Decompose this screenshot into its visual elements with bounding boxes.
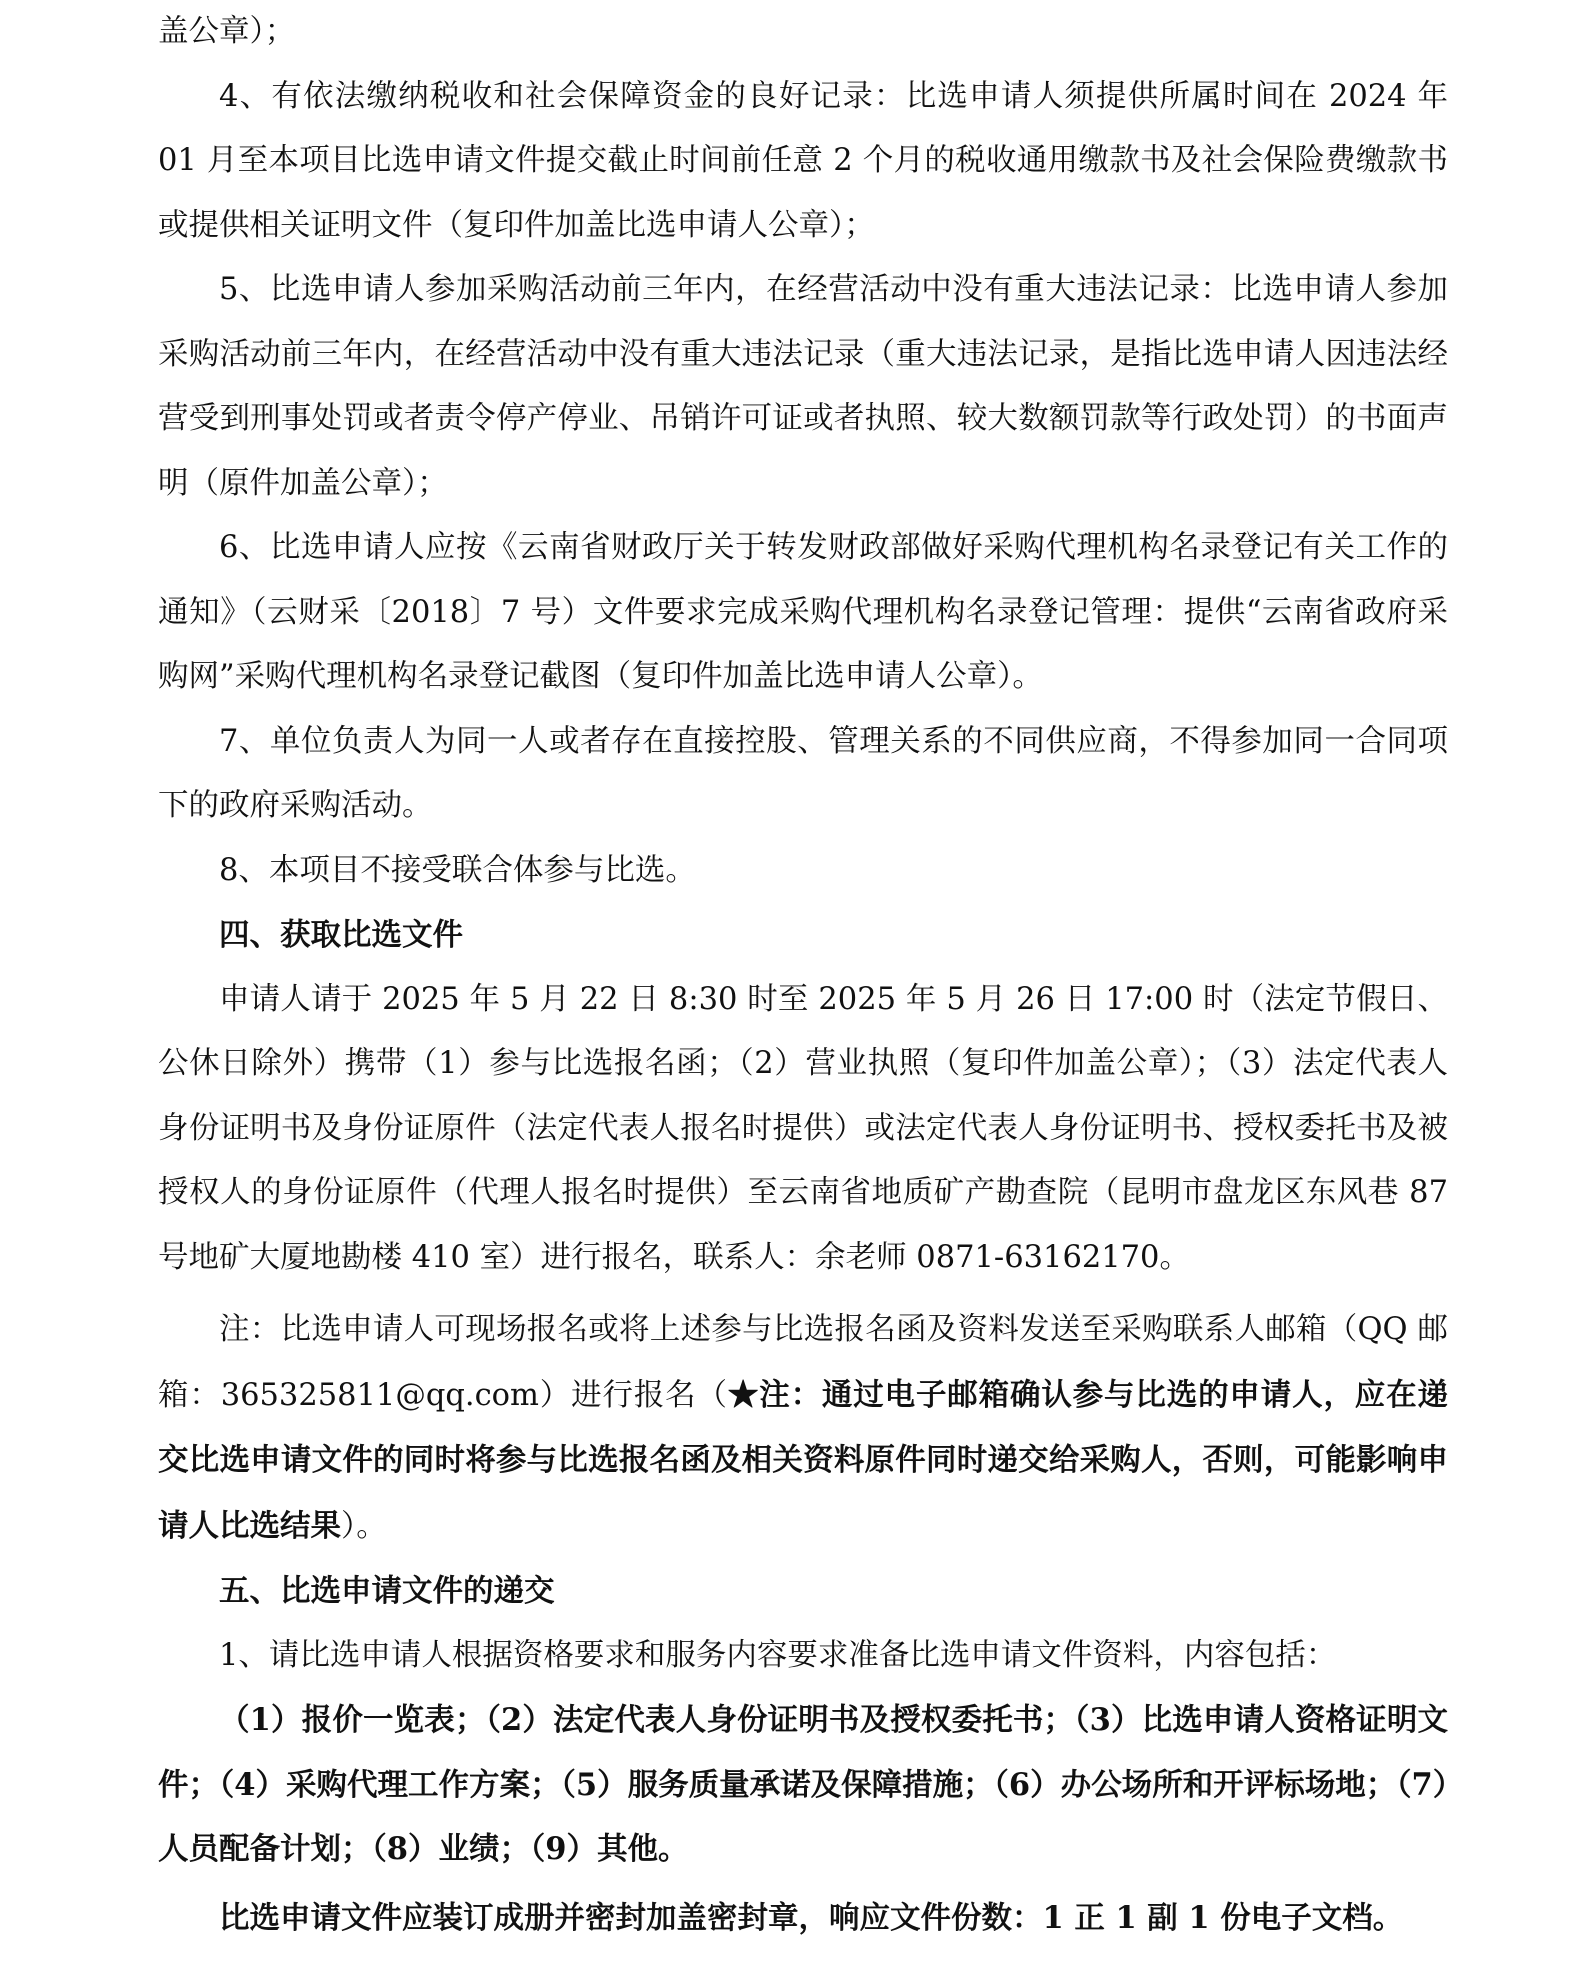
paragraph-submission-item-1: 1、请比选申请人根据资格要求和服务内容要求准备比选申请文件资料，内容包括： bbox=[219, 1637, 1337, 1673]
paragraph-item-7: 7、单位负责人为同一人或者存在直接控股、管理关系的不同供应商，不得参加同一合同项下的政府采购活动。 bbox=[158, 723, 1448, 823]
paragraph-binding-requirements: 比选申请文件应装订成册并密封加盖密封章，响应文件份数：1 正 1 副 1 份电子文档。 bbox=[219, 1899, 1404, 1936]
document-page bbox=[158, 0, 1448, 1950]
paragraph-item-8: 8、本项目不接受联合体参与比选。 bbox=[219, 852, 696, 888]
paragraph-item-4: 4、有依法缴纳税收和社会保障资金的良好记录：比选申请人须提供所属时间在 2024 年 01 月至本项目比选申请文件提交截止时间前任意 2 个月的税收通用缴款书及社会保险费缴款书或提供相关证明文件（复印件加盖比选申请人公章）； bbox=[158, 78, 1448, 243]
note-emphasis-text: ★注：通过电子邮箱确认参与比选的申请人，应在递交比选申请文件的同时将参与比选报名函及相关资料原件同时递交给采购人，否则，可能影响申请人比选结果 bbox=[158, 1376, 1448, 1544]
paragraph-obtain-documents: 申请人请于 2025 年 5 月 22 日 8:30 时至 2025 年 5 月 26 日 17:00 时（法定节假日、公休日除外）携带（1）参与比选报名函；（2）营业执照（复印件加盖公章）；（3）法定代表人身份证明书及身份证原件（法定代表人报名时提供）或法定代表人身份证明书、授权委托书及被授权人的身份证原件（代理人报名时提供）至云南省地质矿产勘查院（昆明市盘龙区东风巷 87 号地矿大厦地勘楼 410 室）进行报名，联系人：余老师 0871-63162170。 bbox=[158, 981, 1448, 1275]
paragraph-continuation: 盖公章）； bbox=[158, 14, 296, 49]
note-lead-text: 注：比选申请人可现场报名或将上述参与比选报名函及资料发送至采购联系人邮箱（QQ 邮箱：365325811@qq.com）进行报名（ bbox=[158, 1312, 1448, 1413]
paragraph-submission-contents: （1）报价一览表；（2）法定代表人身份证明书及授权委托书；（3）比选申请人资格证明文件；（4）采购代理工作方案；（5）服务质量承诺及保障措施；（6）办公场所和开评标场地；（7）人员配备计划；（8）业绩；（9）其他。 bbox=[158, 1702, 1448, 1867]
paragraph-item-6: 6、比选申请人应按《云南省财政厅关于转发财政部做好采购代理机构名录登记有关工作的通知》（云财采〔2018〕7 号）文件要求完成采购代理机构名录登记管理：提供“云南省政府采购网”采购代理机构名录登记截图（复印件加盖比选申请人公章）。 bbox=[158, 530, 1448, 694]
section-heading-submission: 五、比选申请文件的递交 bbox=[219, 1573, 555, 1609]
note-tail-text: ）。 bbox=[341, 1508, 387, 1544]
paragraph-item-5: 5、比选申请人参加采购活动前三年内，在经营活动中没有重大违法记录：比选申请人参加采购活动前三年内，在经营活动中没有重大违法记录（重大违法记录，是指比选申请人因违法经营受到刑事处罚或者责令停产停业、吊销许可证或者执照、较大数额罚款等行政处罚）的书面声明（原件加盖公章）； bbox=[158, 272, 1448, 501]
section-heading-obtain-documents: 四、获取比选文件 bbox=[219, 917, 463, 953]
paragraph-registration-note bbox=[158, 1298, 1448, 1559]
